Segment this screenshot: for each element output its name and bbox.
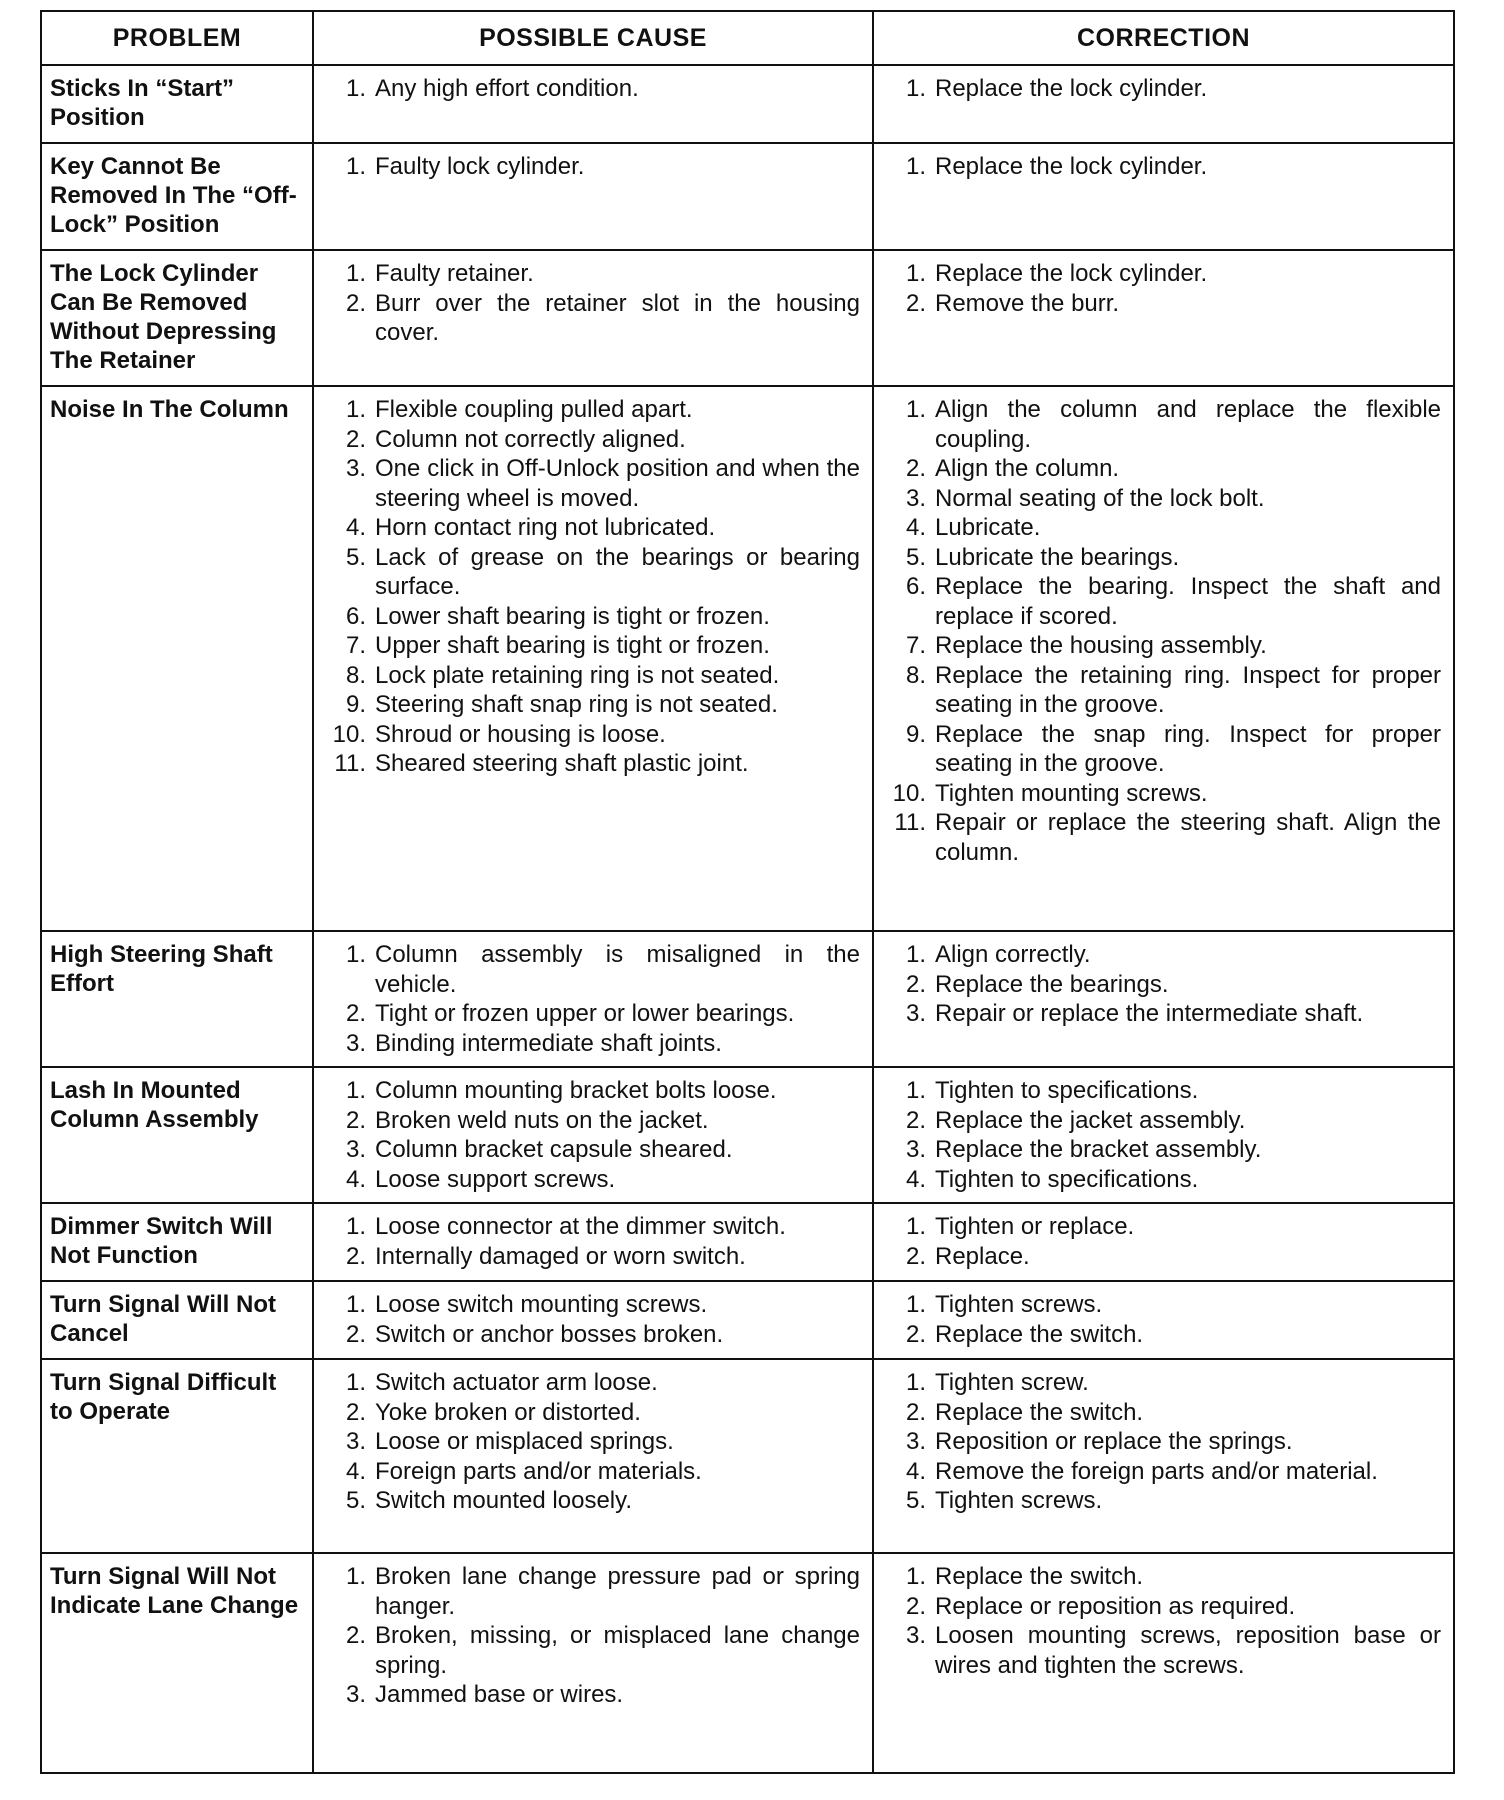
- cause-item-text: Loose switch mounting screws.: [375, 1291, 708, 1318]
- correction-cell: [873, 65, 1454, 143]
- correction-item: [882, 1135, 1441, 1165]
- table-row: [41, 250, 1454, 386]
- cause-item: [322, 940, 860, 999]
- cause-item-text: Jammed base or wires.: [375, 1681, 624, 1708]
- correction-item-text: Replace the bearings.: [935, 970, 1169, 998]
- correction-item-text: Replace.: [935, 1242, 1030, 1270]
- correction-item-text: Replace the housing assembly.: [935, 632, 1267, 659]
- correction-item-number: 10.: [892, 779, 926, 807]
- cause-item: [322, 1106, 860, 1136]
- cause-item: [322, 631, 860, 661]
- correction-item-text: Repair or replace the intermediate shaft.: [935, 1000, 1364, 1027]
- cause-item-number: 3.: [345, 1029, 366, 1057]
- correction-item: [882, 1592, 1441, 1622]
- correction-cell: [873, 1281, 1454, 1359]
- correction-item-text: Tighten mounting screws.: [935, 779, 1208, 807]
- cause-item-text: Shroud or housing is loose.: [375, 720, 666, 748]
- correction-item: [882, 1242, 1441, 1272]
- problem-cell: Lash In Mounted Column Assembly: [41, 1067, 313, 1203]
- cause-item-text: Faulty lock cylinder.: [375, 153, 585, 180]
- correction-item-number: 1.: [905, 260, 926, 287]
- cause-item-text: Faulty retainer.: [375, 260, 534, 287]
- correction-item-text: Lubricate.: [935, 514, 1041, 541]
- correction-item: [882, 1076, 1441, 1106]
- cause-item: [322, 690, 860, 720]
- cause-item-text: Flexible coupling pulled apart.: [375, 396, 693, 423]
- cause-item-text: Yoke broken or distorted.: [375, 1398, 641, 1426]
- table-row: [41, 386, 1454, 931]
- cause-item: [322, 749, 860, 779]
- correction-item-number: 5.: [905, 543, 926, 571]
- cause-item: [322, 1212, 860, 1242]
- cause-item-number: 1.: [345, 1291, 366, 1318]
- correction-item-text: Align correctly.: [935, 941, 1091, 968]
- correction-item-number: 6.: [905, 573, 926, 600]
- correction-item: [882, 1398, 1441, 1428]
- cause-item-text: Broken lane change pressure pad or spring hanger.: [375, 1563, 860, 1620]
- cause-item-number: 1.: [345, 153, 366, 180]
- cause-item: [322, 74, 860, 104]
- correction-item: [882, 1562, 1441, 1592]
- correction-item-text: Remove the burr.: [935, 289, 1120, 317]
- cause-item-text: Column not correctly aligned.: [375, 425, 686, 453]
- correction-item-text: Replace the switch.: [935, 1398, 1144, 1426]
- table-row: [41, 65, 1454, 143]
- correction-item-number: 3.: [905, 1428, 926, 1455]
- correction-item: [882, 661, 1441, 720]
- cause-item-text: One click in Off-Unlock position and when the steering wheel is moved.: [375, 455, 860, 512]
- correction-item-number: 1.: [905, 1369, 926, 1396]
- correction-item-number: 1.: [905, 1563, 926, 1590]
- cause-item: [322, 454, 860, 513]
- correction-item: [882, 1457, 1441, 1487]
- cause-item: [322, 152, 860, 182]
- correction-item-number: 2.: [905, 970, 926, 998]
- cause-item-number: 9.: [345, 691, 366, 718]
- cause-item: [322, 1427, 860, 1457]
- correction-item-number: 1.: [905, 75, 926, 102]
- correction-item: [882, 74, 1441, 104]
- correction-item: [882, 1290, 1441, 1320]
- correction-item-text: Lubricate the bearings.: [935, 543, 1180, 571]
- header-possible-cause: POSSIBLE CAUSE: [313, 11, 873, 65]
- cause-item: [322, 395, 860, 425]
- troubleshooting-table: [40, 10, 1455, 1774]
- cause-item: [322, 543, 860, 602]
- correction-item: [882, 454, 1441, 484]
- cause-cell: [313, 143, 873, 250]
- correction-item-number: 5.: [905, 1487, 926, 1514]
- correction-item-number: 1.: [905, 1291, 926, 1318]
- cause-item-number: 4.: [345, 514, 366, 541]
- problem-cell: High Steering Shaft Effort: [41, 931, 313, 1067]
- correction-item-number: 2.: [905, 1106, 926, 1134]
- table-row: [41, 1203, 1454, 1281]
- cause-cell: [313, 1281, 873, 1359]
- problem-cell: Sticks In “Start” Position: [41, 65, 313, 143]
- cause-cell: [313, 1553, 873, 1773]
- correction-cell: [873, 386, 1454, 931]
- cause-item-number: 1.: [345, 260, 366, 287]
- table-row: [41, 1553, 1454, 1773]
- correction-item-text: Tighten to specifications.: [935, 1077, 1199, 1104]
- cause-item-text: Burr over the retainer slot in the housing cover.: [375, 289, 860, 346]
- cause-item: [322, 513, 860, 543]
- correction-item-number: 2.: [905, 1320, 926, 1348]
- header-problem: PROBLEM: [41, 11, 313, 65]
- correction-cell: [873, 1067, 1454, 1203]
- correction-item-number: 2.: [905, 1398, 926, 1426]
- correction-item-number: 3.: [905, 1622, 926, 1649]
- cause-item-text: Any high effort condition.: [375, 75, 639, 102]
- correction-item-text: Tighten screws.: [935, 1487, 1103, 1514]
- cause-item-text: Lack of grease on the bearings or bearing surface.: [375, 543, 860, 600]
- correction-item-text: Replace or reposition as required.: [935, 1592, 1296, 1620]
- cause-item-number: 3.: [345, 1136, 366, 1163]
- correction-item-text: Repair or replace the steering shaft. Align the column.: [935, 809, 1441, 866]
- correction-item-number: 3.: [905, 1136, 926, 1163]
- cause-item: [322, 661, 860, 691]
- cause-item-number: 2.: [345, 1106, 366, 1134]
- table-row: [41, 1359, 1454, 1553]
- cause-item: [322, 1135, 860, 1165]
- correction-item-text: Tighten or replace.: [935, 1213, 1135, 1240]
- cause-item-number: 1.: [345, 941, 366, 968]
- correction-item-number: 3.: [905, 1000, 926, 1027]
- table-row: [41, 1281, 1454, 1359]
- correction-item-text: Reposition or replace the springs.: [935, 1428, 1293, 1455]
- correction-item-number: 1.: [905, 153, 926, 180]
- cause-item: [322, 1029, 860, 1059]
- cause-item-number: 11.: [334, 750, 366, 777]
- cause-item-text: Column bracket capsule sheared.: [375, 1136, 733, 1163]
- correction-item-number: 2.: [905, 1242, 926, 1270]
- correction-item-number: 4.: [905, 1165, 926, 1193]
- correction-item: [882, 631, 1441, 661]
- cause-item-number: 3.: [345, 1428, 366, 1455]
- correction-item-text: Replace the switch.: [935, 1320, 1144, 1348]
- cause-item-text: Loose or misplaced springs.: [375, 1428, 674, 1455]
- cause-item-text: Steering shaft snap ring is not seated.: [375, 691, 778, 718]
- cause-item: [322, 1076, 860, 1106]
- cause-item-number: 1.: [345, 1213, 366, 1240]
- correction-item: [882, 1106, 1441, 1136]
- cause-item: [322, 1398, 860, 1428]
- correction-item: [882, 572, 1441, 631]
- cause-item-number: 2.: [345, 1242, 366, 1270]
- correction-item-number: 1.: [905, 1213, 926, 1240]
- correction-item: [882, 152, 1441, 182]
- correction-item-number: 9.: [905, 720, 926, 748]
- correction-cell: [873, 1203, 1454, 1281]
- cause-item: [322, 1242, 860, 1272]
- correction-item-text: Normal seating of the lock bolt.: [935, 484, 1265, 512]
- table-body: [41, 65, 1454, 1773]
- correction-item-number: 11.: [894, 809, 926, 836]
- correction-item-number: 1.: [905, 396, 926, 423]
- correction-item: [882, 543, 1441, 573]
- correction-item: [882, 970, 1441, 1000]
- cause-item: [322, 1320, 860, 1350]
- correction-item: [882, 1165, 1441, 1195]
- correction-item: [882, 779, 1441, 809]
- correction-item: [882, 289, 1441, 319]
- correction-item: [882, 513, 1441, 543]
- correction-item-number: 4.: [905, 1457, 926, 1485]
- correction-item-text: Replace the bracket assembly.: [935, 1136, 1262, 1163]
- cause-item-number: 4.: [345, 1165, 366, 1193]
- correction-item-number: 7.: [905, 632, 926, 659]
- cause-cell: [313, 931, 873, 1067]
- correction-item: [882, 1486, 1441, 1516]
- cause-item-number: 2.: [345, 289, 366, 317]
- correction-item-text: Replace the bearing. Inspect the shaft and replace if scored.: [935, 573, 1441, 630]
- correction-item-text: Tighten screw.: [935, 1369, 1089, 1396]
- cause-item-text: Sheared steering shaft plastic joint.: [375, 750, 749, 777]
- cause-item-text: Upper shaft bearing is tight or frozen.: [375, 632, 770, 659]
- correction-item-text: Replace the snap ring. Inspect for proper seating in the groove.: [935, 720, 1441, 777]
- correction-item-text: Tighten screws.: [935, 1291, 1103, 1318]
- cause-item: [322, 720, 860, 750]
- correction-item: [882, 999, 1441, 1029]
- header-row: [41, 11, 1454, 65]
- correction-item-number: 1.: [905, 1077, 926, 1104]
- cause-item-number: 2.: [345, 1000, 366, 1027]
- cause-item-number: 3.: [345, 1681, 366, 1708]
- correction-item: [882, 940, 1441, 970]
- correction-cell: [873, 250, 1454, 386]
- correction-item: [882, 808, 1441, 867]
- header-correction: CORRECTION: [873, 11, 1454, 65]
- correction-item-text: Remove the foreign parts and/or material.: [935, 1457, 1378, 1485]
- correction-item: [882, 484, 1441, 514]
- problem-cell: Turn Signal Difficult to Operate: [41, 1359, 313, 1553]
- correction-item-text: Replace the jacket assembly.: [935, 1106, 1246, 1134]
- cause-item-text: Column assembly is misaligned in the vehicle.: [375, 941, 860, 998]
- cause-item-number: 1.: [345, 1369, 366, 1396]
- correction-item: [882, 1621, 1441, 1680]
- table-row: [41, 931, 1454, 1067]
- cause-item-text: Loose connector at the dimmer switch.: [375, 1213, 786, 1240]
- cause-item-number: 1.: [345, 1563, 366, 1590]
- cause-item-text: Binding intermediate shaft joints.: [375, 1029, 722, 1057]
- correction-item: [882, 1368, 1441, 1398]
- correction-item-number: 3.: [905, 484, 926, 512]
- cause-item: [322, 999, 860, 1029]
- cause-item-number: 8.: [345, 661, 366, 689]
- cause-cell: [313, 250, 873, 386]
- cause-item-number: 6.: [345, 602, 366, 630]
- cause-cell: [313, 1359, 873, 1553]
- problem-cell: Noise In The Column: [41, 386, 313, 931]
- correction-item-number: 1.: [905, 941, 926, 968]
- correction-item-text: Align the column.: [935, 455, 1120, 482]
- cause-item-number: 1.: [345, 75, 366, 102]
- correction-item-text: Replace the lock cylinder.: [935, 260, 1208, 287]
- cause-item: [322, 602, 860, 632]
- cause-item: [322, 1368, 860, 1398]
- cause-item-text: Lower shaft bearing is tight or frozen.: [375, 602, 770, 630]
- correction-cell: [873, 931, 1454, 1067]
- correction-cell: [873, 143, 1454, 250]
- cause-item-number: 1.: [345, 1077, 366, 1104]
- cause-item-text: Column mounting bracket bolts loose.: [375, 1077, 777, 1104]
- cause-item-text: Switch mounted loosely.: [375, 1487, 633, 1514]
- cause-item-text: Loose support screws.: [375, 1165, 616, 1193]
- cause-item: [322, 1562, 860, 1621]
- cause-item-text: Switch actuator arm loose.: [375, 1369, 658, 1396]
- cause-item-number: 5.: [345, 543, 366, 571]
- cause-item-text: Foreign parts and/or materials.: [375, 1457, 702, 1485]
- cause-item-text: Lock plate retaining ring is not seated.: [375, 661, 780, 689]
- problem-cell: Turn Signal Will Not Cancel: [41, 1281, 313, 1359]
- problem-cell: Turn Signal Will Not Indicate Lane Change: [41, 1553, 313, 1773]
- cause-item: [322, 1290, 860, 1320]
- correction-item: [882, 1212, 1441, 1242]
- correction-item-text: Replace the switch.: [935, 1563, 1144, 1590]
- cause-item-number: 5.: [345, 1487, 366, 1514]
- cause-item-text: Tight or frozen upper or lower bearings.: [375, 1000, 795, 1027]
- cause-item-number: 1.: [345, 396, 366, 423]
- correction-item: [882, 720, 1441, 779]
- cause-item-number: 3.: [345, 455, 366, 482]
- cause-item-text: Switch or anchor bosses broken.: [375, 1320, 724, 1348]
- problem-cell: Dimmer Switch Will Not Function: [41, 1203, 313, 1281]
- cause-item: [322, 1165, 860, 1195]
- correction-item-number: 2.: [905, 455, 926, 482]
- correction-item-text: Align the column and replace the flexible coupling.: [935, 396, 1441, 453]
- table-row: [41, 1067, 1454, 1203]
- cause-item-text: Internally damaged or worn switch.: [375, 1242, 746, 1270]
- cause-item-number: 4.: [345, 1457, 366, 1485]
- cause-item: [322, 1457, 860, 1487]
- cause-item: [322, 1486, 860, 1516]
- cause-cell: [313, 65, 873, 143]
- correction-item-number: 2.: [905, 289, 926, 317]
- cause-item-number: 7.: [345, 632, 366, 659]
- cause-cell: [313, 386, 873, 931]
- cause-item-number: 2.: [345, 1622, 366, 1649]
- cause-item: [322, 259, 860, 289]
- correction-item-text: Loosen mounting screws, reposition base or wires and tighten the screws.: [935, 1622, 1441, 1679]
- correction-item: [882, 1320, 1441, 1350]
- cause-item: [322, 1680, 860, 1710]
- correction-item-number: 8.: [905, 661, 926, 689]
- correction-item: [882, 259, 1441, 289]
- correction-item-text: Replace the retaining ring. Inspect for proper seating in the groove.: [935, 661, 1441, 718]
- cause-item-number: 2.: [345, 1398, 366, 1426]
- table-row: [41, 143, 1454, 250]
- cause-item: [322, 1621, 860, 1680]
- correction-cell: [873, 1553, 1454, 1773]
- correction-item-text: Replace the lock cylinder.: [935, 75, 1208, 102]
- cause-item: [322, 425, 860, 455]
- correction-item: [882, 1427, 1441, 1457]
- cause-item-number: 10.: [332, 720, 366, 748]
- correction-item-text: Tighten to specifications.: [935, 1165, 1199, 1193]
- problem-cell: Key Cannot Be Removed In The “Off-Lock” Position: [41, 143, 313, 250]
- correction-item: [882, 395, 1441, 454]
- cause-item-text: Horn contact ring not lubricated.: [375, 514, 716, 541]
- cause-cell: [313, 1203, 873, 1281]
- correction-item-number: 4.: [905, 514, 926, 541]
- cause-item-number: 2.: [345, 1320, 366, 1348]
- cause-item-number: 2.: [345, 425, 366, 453]
- correction-item-text: Replace the lock cylinder.: [935, 153, 1208, 180]
- cause-item: [322, 289, 860, 348]
- correction-cell: [873, 1359, 1454, 1553]
- cause-cell: [313, 1067, 873, 1203]
- cause-item-text: Broken weld nuts on the jacket.: [375, 1106, 709, 1134]
- problem-cell: The Lock Cylinder Can Be Removed Without Depressing The Retainer: [41, 250, 313, 386]
- cause-item-text: Broken, missing, or misplaced lane change spring.: [375, 1622, 860, 1679]
- correction-item-number: 2.: [905, 1592, 926, 1620]
